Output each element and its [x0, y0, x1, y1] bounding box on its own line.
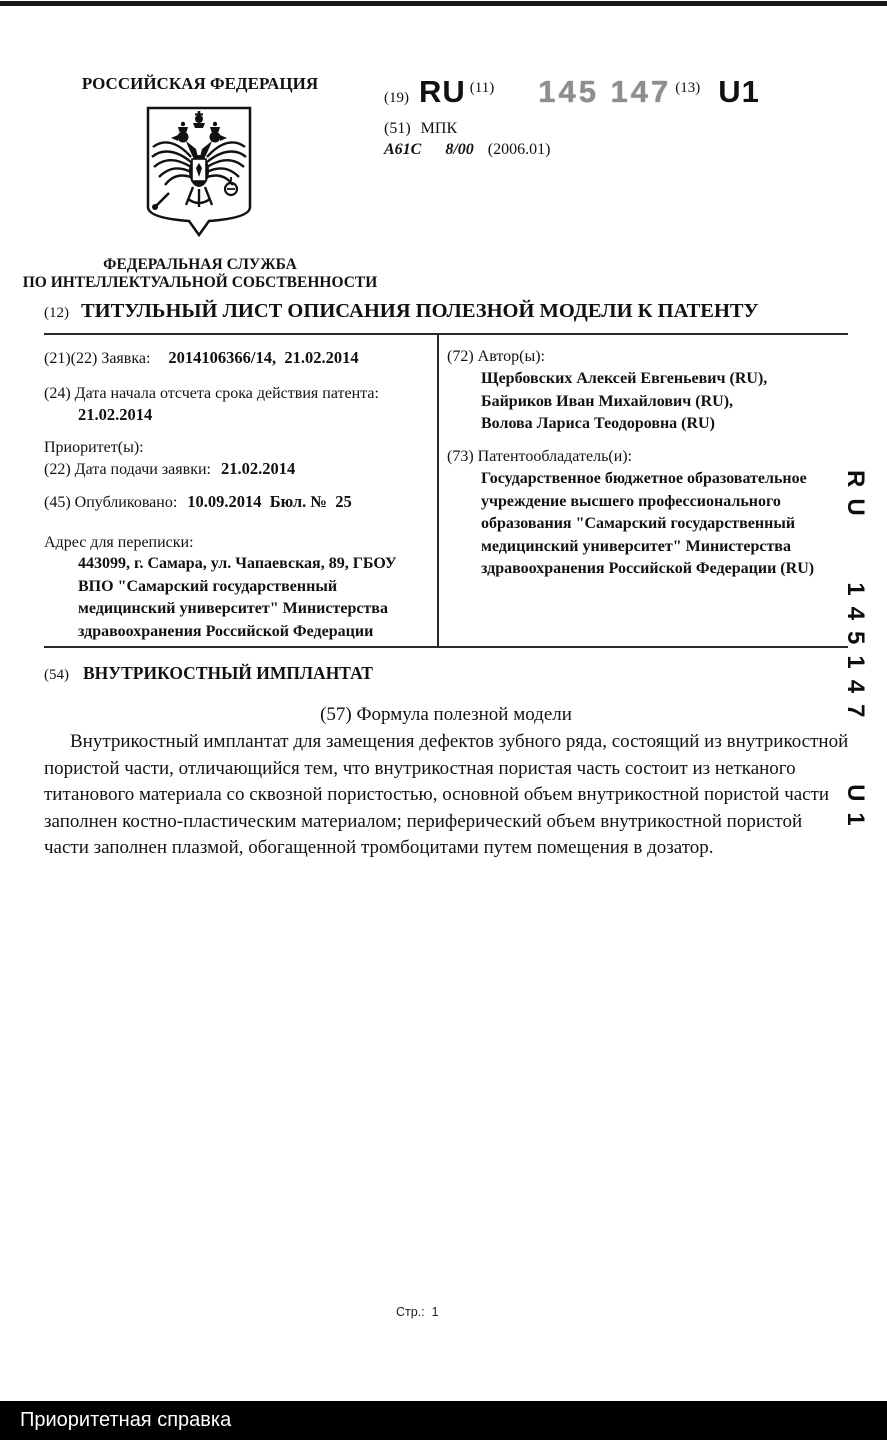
code-11: (11)	[469, 80, 495, 96]
published-row	[44, 492, 444, 513]
ipc-classification	[384, 141, 550, 159]
published-label: Опубликовано:	[74, 494, 178, 511]
kind-code: U1	[718, 74, 760, 109]
rule-under-title	[44, 333, 848, 335]
column-divider	[437, 334, 439, 647]
coat-of-arms-icon	[139, 101, 259, 243]
sidebar-publication-number: RU 145147 U1	[842, 470, 869, 837]
author-name: Волова Лариса Теодоровна (RU)	[481, 415, 715, 432]
authors-list	[481, 368, 821, 436]
application-row	[44, 348, 434, 369]
holder-value: Государственное бюджетное образовательное учреждение высшего профессионального образования "Самарский государственный медицинский университет" Министерства здравоохранения Российской Федерации (RU)	[481, 470, 815, 577]
ipc-label: МПК	[420, 120, 458, 137]
priority-label: Приоритет(ы):	[44, 439, 144, 456]
rule-under-columns	[44, 646, 848, 648]
authors-label: Автор(ы):	[477, 348, 545, 365]
invention-title: ВНУТРИКОСТНЫЙ ИМПЛАНТАТ	[83, 663, 373, 683]
holder-label: Патентообладатель(и):	[477, 448, 633, 465]
publication-number-row	[384, 76, 864, 107]
code-19: (19)	[384, 90, 409, 106]
invention-title-row	[44, 663, 373, 684]
country-code: RU	[419, 74, 466, 109]
code-54: (54)	[44, 667, 69, 683]
bottom-bar-label: Приоритетная справка	[20, 1409, 232, 1431]
authors-num: (72)	[447, 348, 474, 365]
page-number: Стр.: 1	[396, 1305, 439, 1319]
filing-label: Дата подачи заявки:	[74, 461, 211, 478]
application-label: Заявка:	[101, 350, 151, 367]
holder-header	[447, 447, 632, 467]
published-num: (45)	[44, 494, 71, 511]
code-12: (12)	[44, 305, 69, 321]
document-title-row	[44, 300, 854, 323]
agency-name	[8, 256, 392, 292]
term-start-label: Дата начала отсчета срока действия патента:	[74, 385, 379, 402]
filing-row	[44, 459, 434, 480]
filing-value: 21.02.2014	[220, 459, 296, 478]
filing-num: (22)	[44, 461, 71, 478]
claims-heading: (57) Формула полезной модели	[320, 704, 572, 725]
author-name: Байриков Иван Михайлович (RU),	[481, 392, 734, 410]
address-label: Адрес для переписки:	[44, 534, 194, 551]
ipc-version: (2006.01)	[487, 141, 551, 158]
document-number: 145 147	[538, 74, 672, 109]
document-title: ТИТУЛЬНЫЙ ЛИСТ ОПИСАНИЯ ПОЛЕЗНОЙ МОДЕЛИ К ПАТЕНТУ	[81, 300, 759, 322]
term-start-value: 21.02.2014	[78, 405, 153, 424]
holder-num: (73)	[447, 448, 474, 465]
application-value: 2014106366/14, 21.02.2014	[168, 348, 359, 367]
agency-line2: ПО ИНТЕЛЛЕКТУАЛЬНОЙ СОБСТВЕННОСТИ	[22, 274, 378, 291]
code-51: (51)	[384, 120, 411, 137]
address-value: 443099, г. Самара, ул. Чапаевская, 89, ГБОУ ВПО "Самарский государственный медицинский университет" Министерства здравоохранения Российской Федерации	[78, 555, 397, 640]
bottom-bar	[0, 1401, 887, 1440]
published-value: 10.09.2014 Бюл. № 25	[187, 492, 352, 511]
authors-header	[447, 347, 545, 367]
term-start-row	[44, 384, 439, 425]
country-name: РОССИЙСКАЯ ФЕДЕРАЦИЯ	[81, 74, 319, 93]
ipc-class: A61C	[384, 141, 422, 158]
author-name: Щербовских Алексей Евгеньевич (RU),	[481, 370, 768, 387]
ipc-group: 8/00	[445, 141, 474, 158]
term-start-num: (24)	[44, 385, 71, 402]
claims-text: Внутрикостный имплантат для замещения дефектов зубного ряда, состоящий из внутрикостной пористой части, отличающийся тем, что внутрикостная пористая часть состоит из нетканого титанового материала со сквозной пористостью, основной объем внутрикостной пористой части заполнен костно-пластическим материалом; периферический объем внутрикостной пористой части заполнен плазмой, обогащенной тромбоцитами путем помещения в дозатор.	[44, 731, 849, 858]
ipc-header	[384, 120, 550, 138]
page-top-border	[0, 1, 887, 6]
application-num: (21)(22)	[44, 350, 98, 367]
ipc-block	[384, 120, 550, 159]
code-13: (13)	[675, 80, 701, 96]
agency-line1: ФЕДЕРАЛЬНАЯ СЛУЖБА	[103, 256, 297, 273]
